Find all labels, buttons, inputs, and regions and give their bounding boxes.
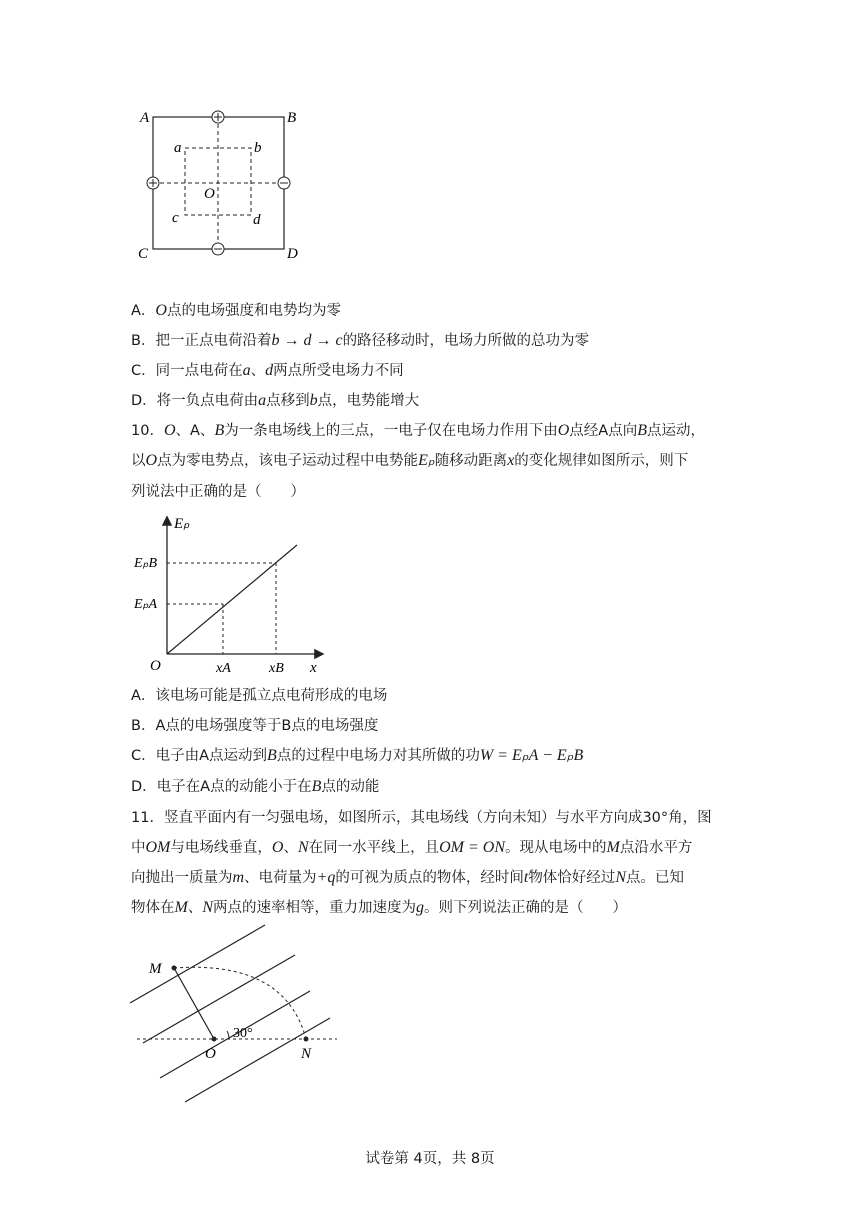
q11-stem-line4: 物体在M、N两点的速率相等，重力加速度为g。则下列说法正确的是（ ）	[131, 899, 627, 916]
q10-stem-line3: 列说法中正确的是（ ）	[131, 484, 305, 500]
q10-option-c: C．电子由A点运动到B点的过程中电场力对其所做的功W = EₚA − EₚB	[131, 747, 584, 764]
negative-charge-right	[278, 177, 290, 189]
label-b: b	[254, 140, 262, 156]
axis-label-ep: Eₚ	[174, 516, 190, 532]
label-c: c	[172, 210, 179, 226]
page-footer: 试卷第 4页，共 8页	[365, 1151, 495, 1167]
point-n: N	[301, 1046, 312, 1062]
q9-option-c: C．同一点电荷在a、d两点所受电场力不同	[131, 362, 404, 379]
q10-option-a: A．该电场可能是孤立点电荷形成的电场	[131, 688, 388, 704]
q10-stem-line2: 以O点为零电势点，该电子运动过程中电势能Eₚ随移动距离x的变化规律如图所示，则下	[131, 452, 689, 469]
tick-xb: xB	[269, 661, 284, 675]
label-D: D	[287, 246, 298, 262]
label-d: d	[253, 212, 261, 228]
positive-charge-top	[212, 111, 224, 123]
axis-label-x: x	[310, 660, 317, 675]
q11-stem-line1: 11．竖直平面内有一匀强电场，如图所示，其电场线（方向未知）与水平方向成30°角，图	[131, 810, 712, 826]
origin-label: O	[150, 658, 161, 674]
negative-charge-bottom	[212, 243, 224, 255]
ep-x-graph	[130, 510, 330, 675]
label-A: A	[140, 110, 150, 126]
label-a: a	[174, 140, 182, 156]
angle-label: 30°	[233, 1026, 253, 1041]
field-lines-figure	[125, 920, 340, 1110]
q10-option-d: D．电子在A点的动能小于在B点的动能	[131, 778, 380, 795]
label-C: C	[138, 246, 149, 262]
square-charge-figure	[130, 100, 310, 270]
q11-stem-line2: 中OM与电场线垂直，O、N在同一水平线上，且OM = ON。现从电场中的M点沿水平方	[131, 839, 693, 856]
q9-option-b: B．把一正点电荷沿着b → d → c的路径移动时，电场力所做的总功为零	[131, 332, 590, 349]
tick-epb: EₚB	[134, 556, 158, 571]
label-B: B	[287, 110, 297, 126]
tick-epa: EₚA	[134, 597, 158, 612]
q9-option-a: A．O点的电场强度和电势均为零	[131, 302, 341, 319]
label-O: O	[204, 186, 215, 202]
tick-xa: xA	[216, 661, 231, 675]
ep-line	[167, 545, 297, 654]
point-o: O	[205, 1046, 216, 1062]
q9-option-d: D．将一负点电荷由a点移到b点，电势能增大	[131, 392, 420, 409]
point-m: M	[149, 961, 162, 977]
q10-stem-line1: 10．O、A、B为一条电场线上的三点，一电子仅在电场力作用下由O点经A点向B点运动，	[131, 422, 705, 439]
q10-option-b: B．A点的电场强度等于B点的电场强度	[131, 718, 379, 734]
q11-stem-line3: 向抛出一质量为m、电荷量为+q的可视为质点的物体，经时间t物体恰好经过N点。已知	[131, 869, 684, 886]
positive-charge-left	[147, 177, 159, 189]
